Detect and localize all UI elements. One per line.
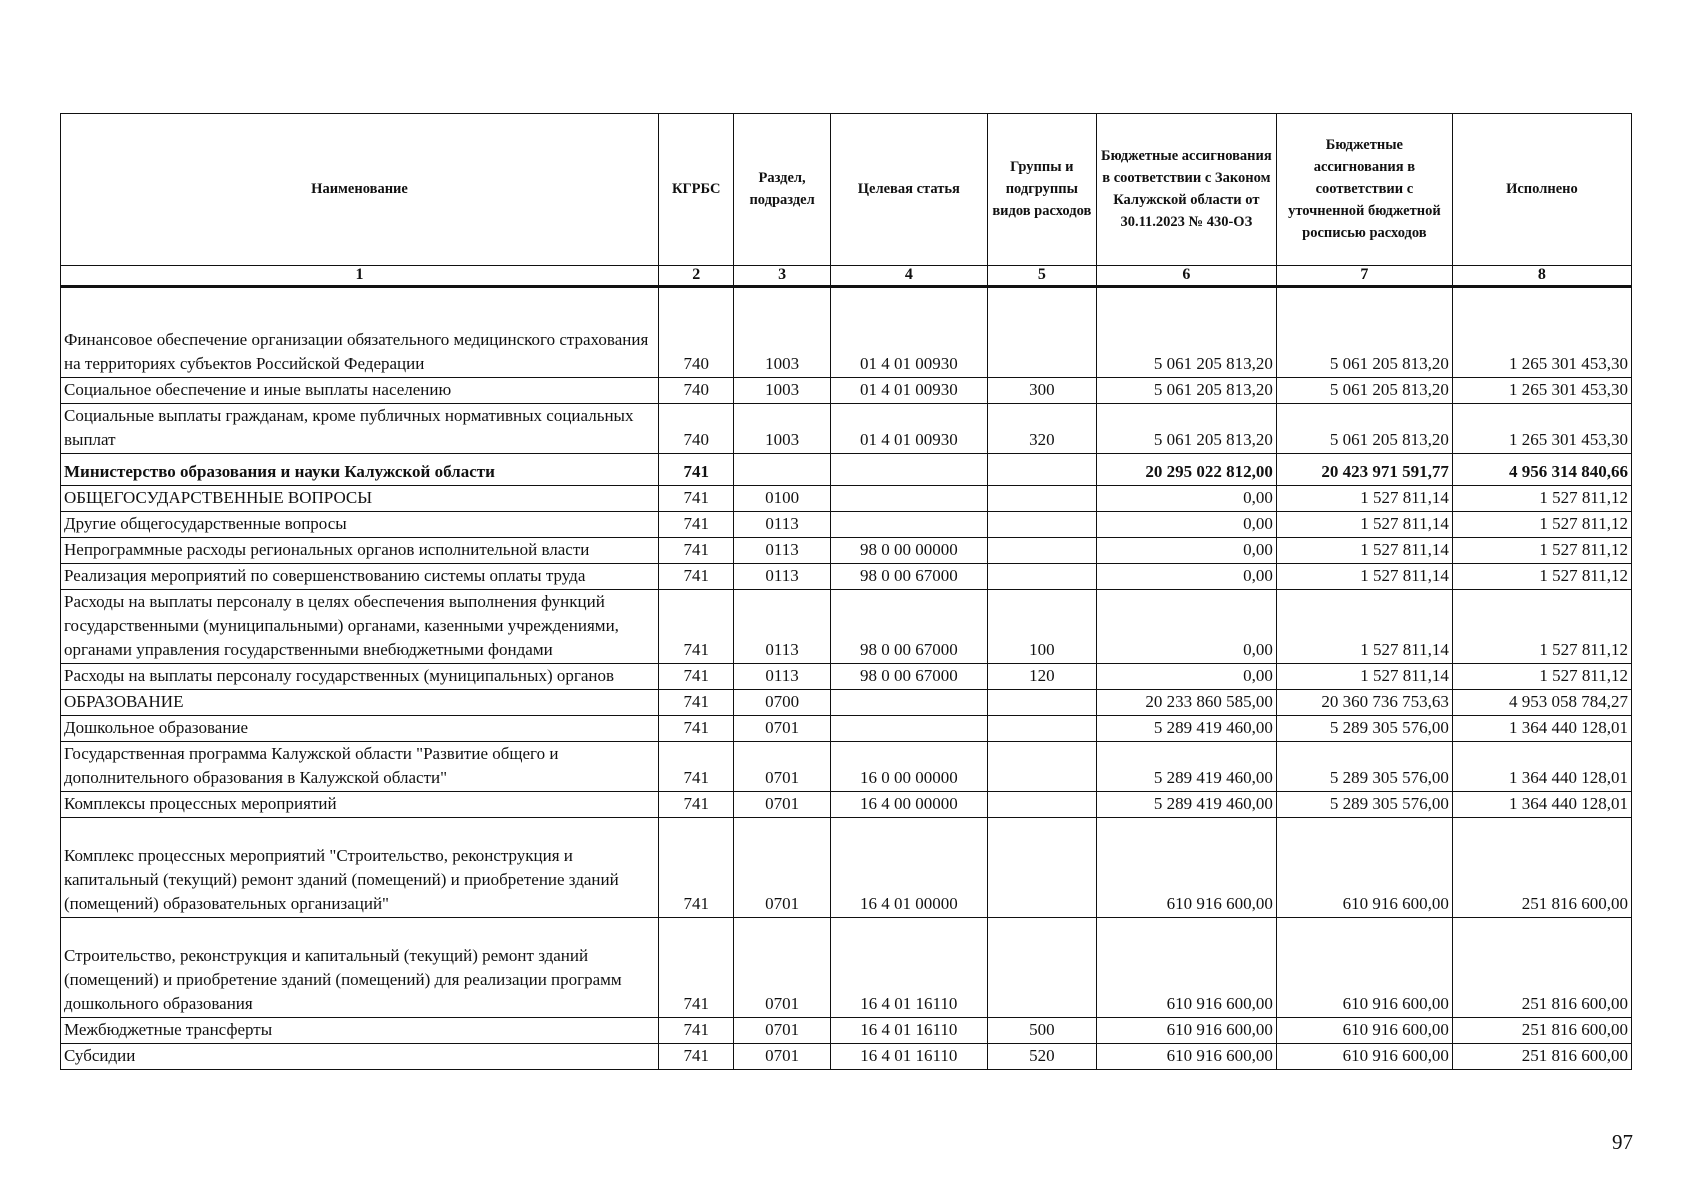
row-kgrbs: 741 — [659, 538, 734, 564]
row-razdel: 0113 — [734, 590, 830, 664]
row-razdel: 0700 — [734, 690, 830, 716]
table-row — [61, 512, 1632, 538]
row-name: Финансовое обеспечение организации обязательного медицинского страхования на территориях субъектов Российской Федерации — [61, 287, 659, 378]
row-vid — [987, 742, 1096, 792]
table-row — [61, 486, 1632, 512]
row-name: Министерство образования и науки Калужской области — [61, 454, 659, 486]
row-vid — [987, 287, 1096, 378]
budget-table-page — [60, 113, 1632, 1070]
row-kgrbs: 741 — [659, 454, 734, 486]
row-vid: 120 — [987, 664, 1096, 690]
row-razdel: 0701 — [734, 792, 830, 818]
row-statya — [830, 512, 987, 538]
row-name: Межбюджетные трансферты — [61, 1018, 659, 1044]
header-zakon: Бюджетные ассигнования в соответствии с Законом Калужской области от 30.11.2023 № 430-ОЗ — [1096, 114, 1276, 266]
table-row — [61, 690, 1632, 716]
row-kgrbs: 741 — [659, 716, 734, 742]
header-razdel: Раздел, подраздел — [734, 114, 830, 266]
table-row — [61, 792, 1632, 818]
row-razdel: 0701 — [734, 1018, 830, 1044]
row-rospis: 610 916 600,00 — [1276, 1018, 1452, 1044]
row-vid — [987, 716, 1096, 742]
row-zakon: 0,00 — [1096, 664, 1276, 690]
row-statya: 16 4 01 16110 — [830, 1018, 987, 1044]
budget-table — [60, 113, 1632, 1070]
row-razdel: 0701 — [734, 716, 830, 742]
row-rospis: 1 527 811,14 — [1276, 664, 1452, 690]
row-ispolneno: 251 816 600,00 — [1452, 1018, 1631, 1044]
row-zakon: 610 916 600,00 — [1096, 1018, 1276, 1044]
row-zakon: 0,00 — [1096, 486, 1276, 512]
row-statya: 01 4 01 00930 — [830, 404, 987, 454]
row-rospis: 20 423 971 591,77 — [1276, 454, 1452, 486]
column-number: 4 — [830, 266, 987, 287]
row-statya: 98 0 00 67000 — [830, 590, 987, 664]
row-zakon: 5 061 205 813,20 — [1096, 404, 1276, 454]
row-name: Строительство, реконструкция и капитальный (текущий) ремонт зданий (помещений) и приобретение зданий (помещений) для реализации программ дошкольного образования — [61, 918, 659, 1018]
row-kgrbs: 740 — [659, 287, 734, 378]
row-zakon: 610 916 600,00 — [1096, 918, 1276, 1018]
row-name: Государственная программа Калужской области "Развитие общего и дополнительного образования в Калужской области" — [61, 742, 659, 792]
row-rospis: 610 916 600,00 — [1276, 1044, 1452, 1070]
row-zakon: 5 289 419 460,00 — [1096, 792, 1276, 818]
row-name: Комплексы процессных мероприятий — [61, 792, 659, 818]
row-ispolneno: 1 527 811,12 — [1452, 590, 1631, 664]
row-razdel: 0113 — [734, 664, 830, 690]
row-ispolneno: 251 816 600,00 — [1452, 1044, 1631, 1070]
row-zakon: 0,00 — [1096, 512, 1276, 538]
row-name: ОБРАЗОВАНИЕ — [61, 690, 659, 716]
row-name: Другие общегосударственные вопросы — [61, 512, 659, 538]
column-number: 6 — [1096, 266, 1276, 287]
row-kgrbs: 741 — [659, 918, 734, 1018]
row-ispolneno: 1 527 811,12 — [1452, 564, 1631, 590]
row-ispolneno: 1 527 811,12 — [1452, 664, 1631, 690]
row-ispolneno: 4 956 314 840,66 — [1452, 454, 1631, 486]
header-kgrbs: КГРБС — [659, 114, 734, 266]
table-row — [61, 404, 1632, 454]
row-name: Расходы на выплаты персоналу государственных (муниципальных) органов — [61, 664, 659, 690]
row-razdel: 0701 — [734, 818, 830, 918]
row-statya — [830, 454, 987, 486]
row-name: Субсидии — [61, 1044, 659, 1070]
row-ispolneno: 1 527 811,12 — [1452, 486, 1631, 512]
row-kgrbs: 741 — [659, 564, 734, 590]
row-vid — [987, 918, 1096, 1018]
row-vid: 300 — [987, 378, 1096, 404]
row-rospis: 20 360 736 753,63 — [1276, 690, 1452, 716]
row-statya — [830, 716, 987, 742]
row-rospis: 5 061 205 813,20 — [1276, 404, 1452, 454]
row-statya: 16 4 01 16110 — [830, 1044, 987, 1070]
row-vid — [987, 792, 1096, 818]
row-kgrbs: 741 — [659, 664, 734, 690]
column-number: 8 — [1452, 266, 1631, 287]
row-vid: 320 — [987, 404, 1096, 454]
row-kgrbs: 740 — [659, 378, 734, 404]
row-vid: 520 — [987, 1044, 1096, 1070]
header-name: Наименование — [61, 114, 659, 266]
row-rospis: 5 289 305 576,00 — [1276, 716, 1452, 742]
row-rospis: 5 061 205 813,20 — [1276, 378, 1452, 404]
row-ispolneno: 1 265 301 453,30 — [1452, 404, 1631, 454]
row-rospis: 1 527 811,14 — [1276, 538, 1452, 564]
table-row — [61, 664, 1632, 690]
table-row — [61, 818, 1632, 918]
table-row — [61, 538, 1632, 564]
row-zakon: 5 289 419 460,00 — [1096, 716, 1276, 742]
row-razdel: 0113 — [734, 512, 830, 538]
row-name: Реализация мероприятий по совершенствованию системы оплаты труда — [61, 564, 659, 590]
row-zakon: 0,00 — [1096, 590, 1276, 664]
column-number: 7 — [1276, 266, 1452, 287]
column-number: 2 — [659, 266, 734, 287]
row-zakon: 5 289 419 460,00 — [1096, 742, 1276, 792]
row-vid — [987, 818, 1096, 918]
row-razdel: 1003 — [734, 287, 830, 378]
row-ispolneno: 4 953 058 784,27 — [1452, 690, 1631, 716]
row-zakon: 5 061 205 813,20 — [1096, 378, 1276, 404]
table-row — [61, 918, 1632, 1018]
row-kgrbs: 741 — [659, 818, 734, 918]
row-ispolneno: 251 816 600,00 — [1452, 918, 1631, 1018]
column-number: 1 — [61, 266, 659, 287]
header-statya: Целевая статья — [830, 114, 987, 266]
row-kgrbs: 741 — [659, 792, 734, 818]
row-ispolneno: 1 364 440 128,01 — [1452, 742, 1631, 792]
header-vid: Группы и подгруппы видов расходов — [987, 114, 1096, 266]
row-kgrbs: 740 — [659, 404, 734, 454]
table-row — [61, 564, 1632, 590]
row-rospis: 610 916 600,00 — [1276, 818, 1452, 918]
row-zakon: 20 295 022 812,00 — [1096, 454, 1276, 486]
row-rospis: 1 527 811,14 — [1276, 590, 1452, 664]
row-vid — [987, 512, 1096, 538]
row-name: Дошкольное образование — [61, 716, 659, 742]
row-ispolneno: 1 364 440 128,01 — [1452, 716, 1631, 742]
row-razdel: 0701 — [734, 918, 830, 1018]
row-statya: 98 0 00 67000 — [830, 564, 987, 590]
row-statya: 16 4 00 00000 — [830, 792, 987, 818]
row-kgrbs: 741 — [659, 590, 734, 664]
row-zakon: 0,00 — [1096, 538, 1276, 564]
row-rospis: 5 289 305 576,00 — [1276, 792, 1452, 818]
row-rospis: 5 289 305 576,00 — [1276, 742, 1452, 792]
page-number: 97 — [1612, 1130, 1633, 1154]
row-razdel: 0100 — [734, 486, 830, 512]
row-kgrbs: 741 — [659, 1044, 734, 1070]
table-row — [61, 1044, 1632, 1070]
row-statya: 16 4 01 16110 — [830, 918, 987, 1018]
row-ispolneno: 1 265 301 453,30 — [1452, 378, 1631, 404]
row-name: Расходы на выплаты персоналу в целях обеспечения выполнения функций государственными (муниципальными) органами, казенными учреждениями, органами управления государственными внебюджетными фондами — [61, 590, 659, 664]
row-ispolneno: 251 816 600,00 — [1452, 818, 1631, 918]
row-razdel: 1003 — [734, 404, 830, 454]
row-vid: 500 — [987, 1018, 1096, 1044]
row-kgrbs: 741 — [659, 742, 734, 792]
row-ispolneno: 1 527 811,12 — [1452, 538, 1631, 564]
row-razdel: 0701 — [734, 1044, 830, 1070]
row-name: ОБЩЕГОСУДАРСТВЕННЫЕ ВОПРОСЫ — [61, 486, 659, 512]
row-rospis: 1 527 811,14 — [1276, 564, 1452, 590]
header-rospis: Бюджетные ассигнования в соответствии с уточненной бюджетной росписью расходов — [1276, 114, 1452, 266]
row-statya: 16 0 00 00000 — [830, 742, 987, 792]
row-name: Социальное обеспечение и иные выплаты населению — [61, 378, 659, 404]
row-kgrbs: 741 — [659, 1018, 734, 1044]
row-razdel: 1003 — [734, 378, 830, 404]
row-ispolneno: 1 527 811,12 — [1452, 512, 1631, 538]
row-statya: 98 0 00 00000 — [830, 538, 987, 564]
row-razdel: 0113 — [734, 538, 830, 564]
row-rospis: 5 061 205 813,20 — [1276, 287, 1452, 378]
row-zakon: 20 233 860 585,00 — [1096, 690, 1276, 716]
table-row — [61, 287, 1632, 378]
row-name: Социальные выплаты гражданам, кроме публичных нормативных социальных выплат — [61, 404, 659, 454]
row-rospis: 1 527 811,14 — [1276, 486, 1452, 512]
table-row — [61, 742, 1632, 792]
row-name: Непрограммные расходы региональных органов исполнительной власти — [61, 538, 659, 564]
row-name: Комплекс процессных мероприятий "Строительство, реконструкция и капитальный (текущий) ремонт зданий (помещений) и приобретение зданий (помещений) образовательных организаций" — [61, 818, 659, 918]
table-row — [61, 378, 1632, 404]
row-vid: 100 — [987, 590, 1096, 664]
row-ispolneno: 1 265 301 453,30 — [1452, 287, 1631, 378]
row-statya: 01 4 01 00930 — [830, 287, 987, 378]
row-kgrbs: 741 — [659, 512, 734, 538]
row-vid — [987, 538, 1096, 564]
row-zakon: 610 916 600,00 — [1096, 818, 1276, 918]
column-number: 5 — [987, 266, 1096, 287]
row-zakon: 610 916 600,00 — [1096, 1044, 1276, 1070]
row-vid — [987, 564, 1096, 590]
row-zakon: 0,00 — [1096, 564, 1276, 590]
row-vid — [987, 454, 1096, 486]
row-statya — [830, 690, 987, 716]
row-statya: 01 4 01 00930 — [830, 378, 987, 404]
row-razdel: 0113 — [734, 564, 830, 590]
row-vid — [987, 486, 1096, 512]
table-row — [61, 590, 1632, 664]
table-row — [61, 1018, 1632, 1044]
row-razdel: 0701 — [734, 742, 830, 792]
row-ispolneno: 1 364 440 128,01 — [1452, 792, 1631, 818]
row-kgrbs: 741 — [659, 486, 734, 512]
row-zakon: 5 061 205 813,20 — [1096, 287, 1276, 378]
table-row — [61, 454, 1632, 486]
row-statya: 98 0 00 67000 — [830, 664, 987, 690]
row-rospis: 610 916 600,00 — [1276, 918, 1452, 1018]
column-number: 3 — [734, 266, 830, 287]
header-ispolneno: Исполнено — [1452, 114, 1631, 266]
row-rospis: 1 527 811,14 — [1276, 512, 1452, 538]
table-row — [61, 716, 1632, 742]
row-statya — [830, 486, 987, 512]
row-razdel — [734, 454, 830, 486]
row-vid — [987, 690, 1096, 716]
row-statya: 16 4 01 00000 — [830, 818, 987, 918]
row-kgrbs: 741 — [659, 690, 734, 716]
